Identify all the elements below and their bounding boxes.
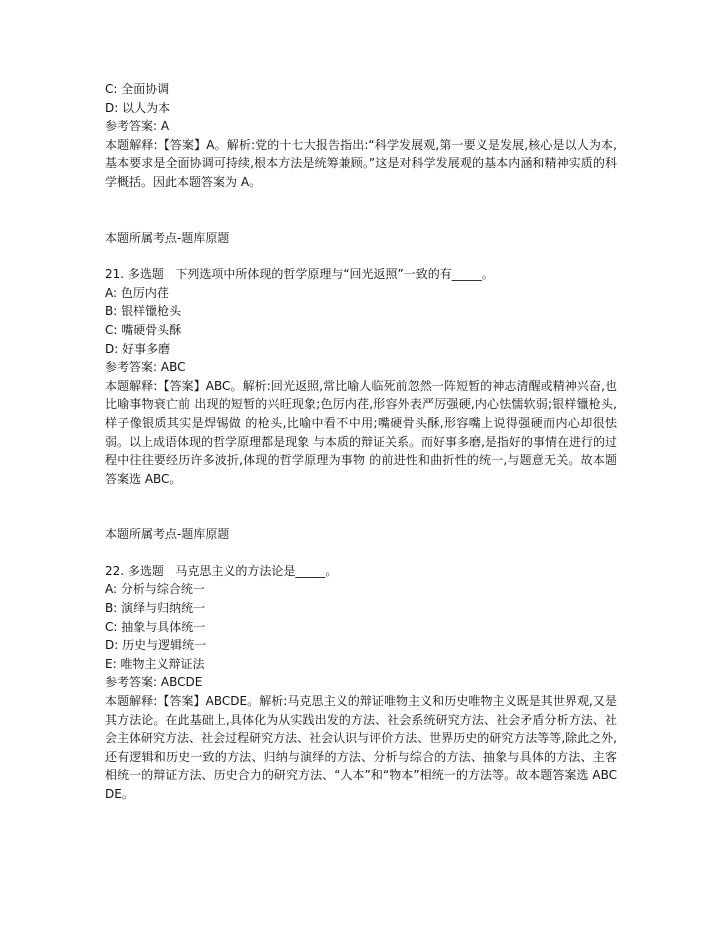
option-c: C: 全面协调 xyxy=(105,82,170,96)
option-d: D: 以人为本 xyxy=(105,100,171,115)
question-21 xyxy=(105,265,617,488)
source-label: 本题所属考点-题库原题 xyxy=(105,527,230,542)
question-title: 22. 多选题 马克思主义的方法论是_____。 xyxy=(105,563,338,578)
question-title: 21. 多选题 下列选项中所体现的哲学原理与“回光返照”一致的有_____。 xyxy=(105,267,494,282)
option-e: E: 唯物主义辩证法 xyxy=(105,656,205,671)
option-b: B: 银样镴枪头 xyxy=(105,304,182,319)
explanation: 本题解释:【答案】ABCDE。解析:马克思主义的辩证唯物主义和历史唯物主义既是其世界观,又是其方法论。在此基础上,具体化为从实践出发的方法、社会系统研究方法、社会矛盾分析方法、社会主体研究方法、社会过程研究方法、社会认识与评价方法、世界历史的研究方法等等,除此之外,还有逻辑和历史一致的方法、归纳与演绎的方法、分析与综合的方法、抽象与具体的方法、主客相统一的辩证方法、历史合力的研究方法、“人本”和“物本”相统一的方法等。故本题答案选 ABCDE。 xyxy=(105,694,617,801)
reference-answer: 参考答案: ABCDE xyxy=(105,675,203,690)
question-22 xyxy=(105,562,617,804)
option-a: A: 分析与综合统一 xyxy=(105,582,205,597)
option-d: D: 历史与逻辑统一 xyxy=(105,638,207,653)
option-b: B: 演绎与归纳统一 xyxy=(105,601,206,616)
document-page xyxy=(105,80,617,804)
option-d: D: 好事多磨 xyxy=(105,341,171,356)
explanation: 本题解释:【答案】ABC。解析:回光返照,常比喻人临死前忽然一阵短暂的神志清醒或精神兴奋,也比喻事物衰亡前 出现的短暂的兴旺现象;色厉内荏,形容外表严厉强硬,内心怯懦软弱;银样镴枪头,样子像银质其实是焊锡做 的枪头,比喻中看不中用;嘴硬骨头酥,形容嘴上说得强硬而内心却很怯弱。以上成语体现的哲学原理都是现象 与本质的辩证关系。而好事多磨,是指好的事情在进行的过程中往往要经历许多波折,体现的哲学原理为事物 的前进性和曲折性的统一,与题意无关。故本题答案选 ABC。 xyxy=(105,378,617,486)
reference-answer: 参考答案: ABC xyxy=(105,360,186,375)
option-a: A: 色厉内荏 xyxy=(105,285,169,300)
reference-answer: 参考答案: A xyxy=(105,119,170,134)
question-20-tail xyxy=(105,80,617,192)
source-label: 本题所属考点-题库原题 xyxy=(105,230,230,245)
option-c: C: 抽象与具体统一 xyxy=(105,619,206,634)
explanation: 本题解释:【答案】A。解析:党的十七大报告指出:“科学发展观,第一要义是发展,核心是以人为本,基本要求是全面协调可持续,根本方法是统筹兼顾。”这是对科学发展观的基本内涵和精神实质的科学概括。因此本题答案为 A。 xyxy=(105,137,617,189)
option-c: C: 嘴硬骨头酥 xyxy=(105,322,182,337)
